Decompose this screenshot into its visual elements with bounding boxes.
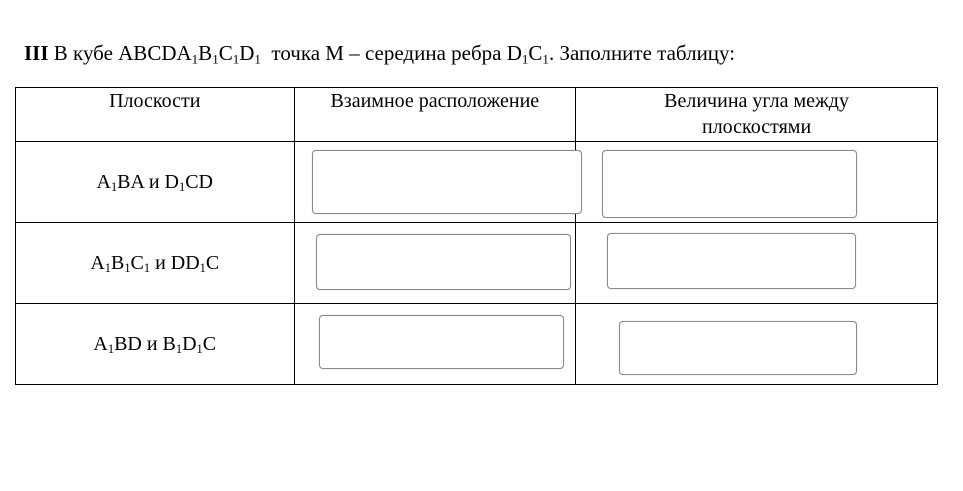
subscript: 1 xyxy=(521,51,529,67)
subscript: 1 xyxy=(191,51,199,67)
table-row xyxy=(16,223,938,304)
plane-text: и DD xyxy=(150,251,200,274)
position-answer-box[interactable] xyxy=(316,234,571,290)
plane-text: C xyxy=(130,251,144,274)
subscript: 1 xyxy=(199,260,206,275)
task-statement xyxy=(24,40,735,66)
task-text: В кубе ABCDA xyxy=(48,41,192,65)
task-text: C xyxy=(528,41,543,65)
task-number: III xyxy=(24,41,49,65)
task-text: . Заполните таблицу: xyxy=(548,41,736,65)
subscript: 1 xyxy=(196,341,203,356)
table-row xyxy=(16,304,938,385)
subscript: 1 xyxy=(254,51,261,67)
answer-table xyxy=(15,87,938,385)
plane-text: D xyxy=(182,332,197,355)
plane-text: A xyxy=(96,170,111,193)
task-text: C xyxy=(218,41,233,65)
position-cell xyxy=(294,304,576,385)
plane-text: A xyxy=(93,332,108,355)
header-mutual-position: Взаимное расположение xyxy=(294,88,576,142)
task-text: D xyxy=(239,41,255,65)
angle-answer-box[interactable] xyxy=(619,321,857,375)
task-text: точка M – середина ребра D xyxy=(260,41,522,65)
plane-pair-cell xyxy=(16,142,295,223)
plane-text: BD и B xyxy=(114,332,176,355)
position-answer-box[interactable] xyxy=(319,315,564,369)
plane-text: A xyxy=(90,251,105,274)
plane-pair-cell xyxy=(16,223,295,304)
position-cell xyxy=(294,223,576,304)
subscript: 1 xyxy=(104,260,111,275)
angle-answer-box[interactable] xyxy=(607,233,856,289)
subscript: 1 xyxy=(179,179,186,194)
plane-pair-cell xyxy=(16,304,295,385)
header-planes: Плоскости xyxy=(16,88,295,142)
subscript: 1 xyxy=(124,260,131,275)
task-text: B xyxy=(198,41,213,65)
subscript: 1 xyxy=(542,51,549,67)
subscript: 1 xyxy=(143,260,151,275)
subscript: 1 xyxy=(107,341,115,356)
plane-text: B xyxy=(110,251,125,274)
plane-text: BA и D xyxy=(117,170,179,193)
table-header-row xyxy=(16,88,938,142)
plane-text: C xyxy=(205,251,220,274)
subscript: 1 xyxy=(175,341,183,356)
header-angle-label: Величина угла между плоскостями xyxy=(664,90,849,138)
angle-cell xyxy=(576,223,938,304)
table-row xyxy=(16,142,938,223)
plane-text: C xyxy=(202,332,217,355)
position-cell xyxy=(294,142,576,223)
subscript: 1 xyxy=(232,51,240,67)
subscript: 1 xyxy=(212,51,219,67)
angle-cell xyxy=(576,142,938,223)
subscript: 1 xyxy=(110,179,118,194)
angle-cell xyxy=(576,304,938,385)
plane-text: CD xyxy=(185,170,213,193)
position-answer-box[interactable] xyxy=(312,150,582,214)
header-angle xyxy=(576,88,938,142)
angle-answer-box[interactable] xyxy=(602,150,857,218)
